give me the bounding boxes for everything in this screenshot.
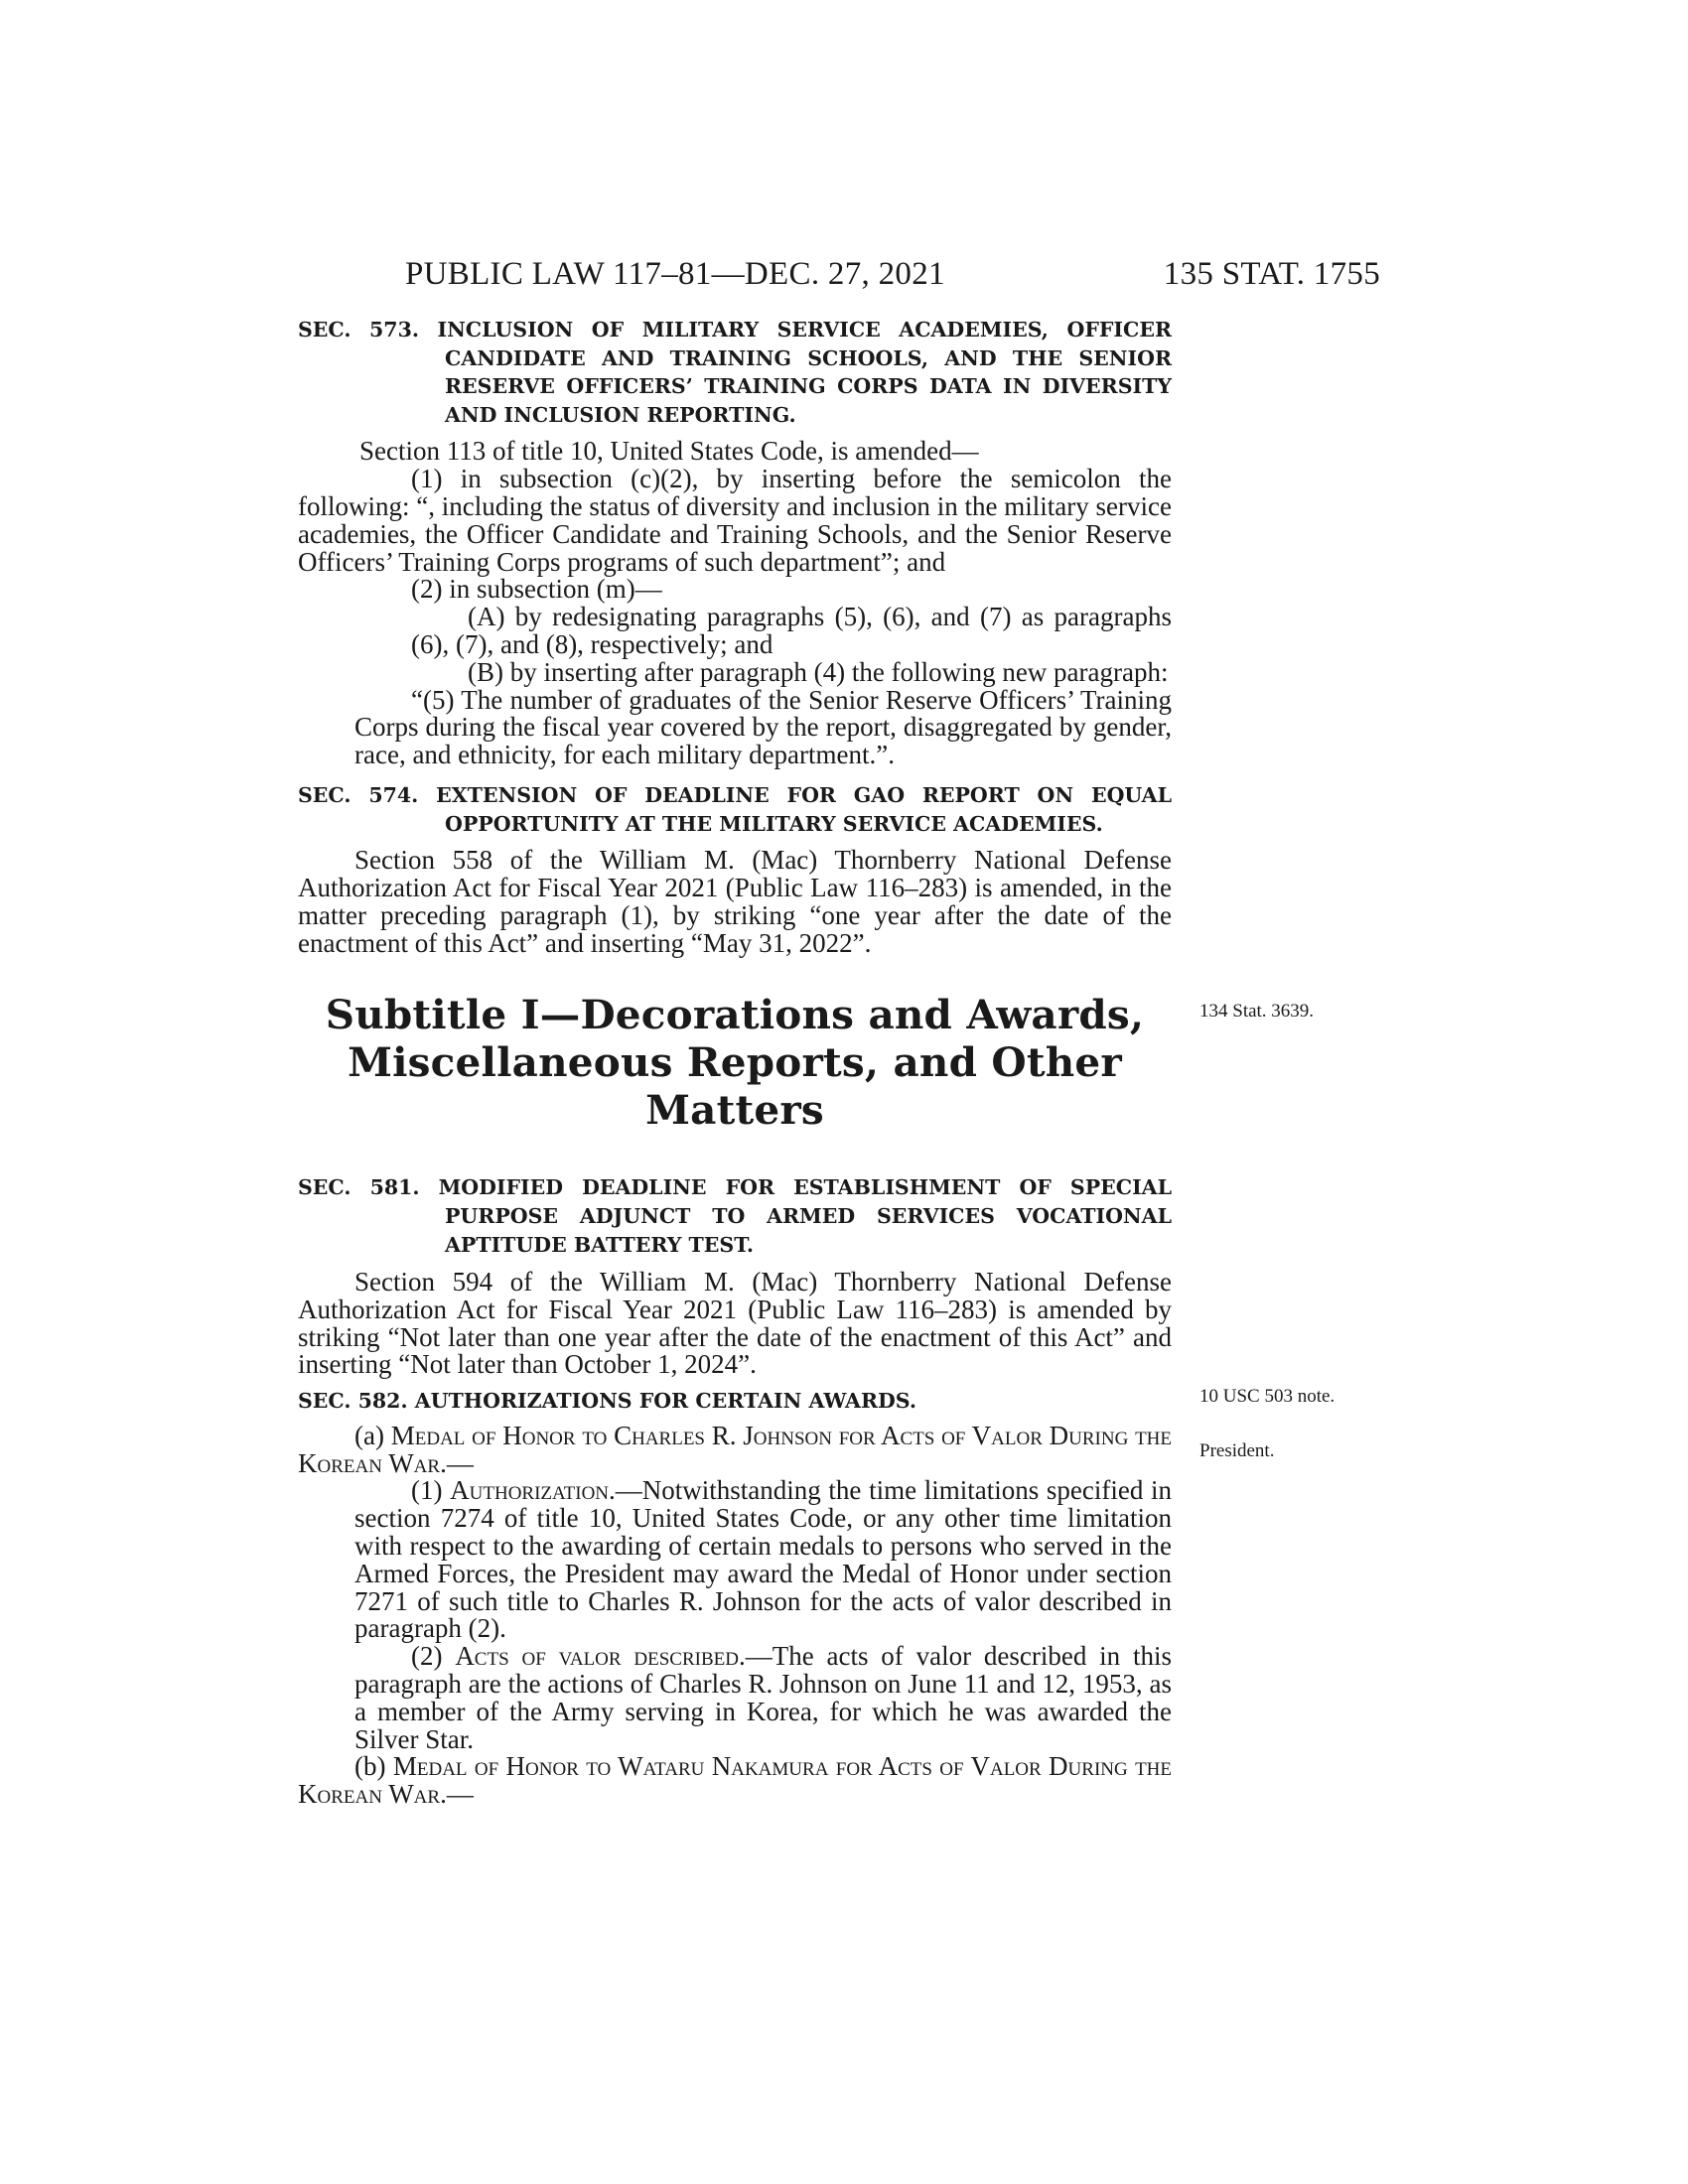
margin-note-president: President. <box>1199 1440 1275 1461</box>
margin-note-134-stat: 134 Stat. 3639. <box>1199 1001 1315 1022</box>
header-title: PUBLIC LAW 117–81—DEC. 27, 2021 <box>405 256 945 292</box>
para-a2-heading: Acts of valor described.— <box>455 1641 773 1672</box>
sec-574-text: Section 558 of the William M. (Mac) Thornberry National Defense Authorization Act for Fiscal Year 2021 (Public Law 116–283) is amended, in the matter preceding paragraph (1), by striking “one year after the date of the enactment of this Act” and inserting “May 31, 2022”. <box>298 845 1172 958</box>
para-a2-number: (2) <box>411 1641 443 1672</box>
sec-582-subsec-b <box>298 1753 1172 1809</box>
margin-note-10-usc: 10 USC 503 note. <box>1199 1386 1336 1407</box>
para-a1-text: Notwithstanding the time limitations specified in section 7274 of title 10, United States Code, or any other time limitation with respect to the awarding of certain medals to persons who served in the Armed Forces, the President may award the Medal of Honor under section 7271 of such title to Charles R. Johnson for the acts of valor described in paragraph (2). <box>354 1475 1173 1644</box>
subsec-a-number: (a) <box>354 1420 384 1450</box>
sec-573-heading: SEC. 573. INCLUSION OF MILITARY SERVICE ACADEMIES, OFFICER CANDIDATE AND TRAINING SCHOOLS, AND THE SENIOR RESERVE OFFICERS’ TRAINING CORPS DATA IN DIVERSITY AND INCLUSION REPORTING. <box>298 318 1172 427</box>
sec-573-para-1: (1) in subsection (c)(2), by inserting before the semicolon the following: “, including the status of diversity and inclusion in the military service academies, the Officer Candidate and Training Schools, and the Senior Reserve Officers’ Training Corps programs of such department”; and <box>298 464 1172 577</box>
para-a2-text: The acts of valor described in this paragraph are the actions of Charles R. Johnson on June 11 and 12, 1953, as a member of the Army serving in Korea, for which he was awarded the Silver Star. <box>354 1641 1173 1754</box>
sec-582-para-a1 <box>298 1477 1172 1643</box>
sec-581-heading: SEC. 581. MODIFIED DEADLINE FOR ESTABLISHMENT OF SPECIAL PURPOSE ADJUNCT TO ARMED SERVICES VOCATIONAL APTITUDE BATTERY TEST. <box>298 1175 1172 1257</box>
sec-573-para-2: (2) in subsection (m)— <box>411 574 662 605</box>
subtitle-line-1: Subtitle I—Decorations and Awards, <box>325 991 1145 1039</box>
sec-573-quoted-para-5: “(5) The number of graduates of the Senior Reserve Officers’ Training Corps during the fiscal year covered by the report, disaggregated by gender, race, and ethnicity, for each military department.”. <box>354 684 1172 770</box>
sec-582-heading: SEC. 582. AUTHORIZATIONS FOR CERTAIN AWARDS. <box>298 1389 916 1414</box>
subtitle-heading <box>298 991 1172 1134</box>
body-column <box>298 316 1172 1809</box>
sec-581-text: Section 594 of the William M. (Mac) Thornberry National Defense Authorization Act for Fiscal Year 2021 (Public Law 116–283) is amended by striking “Not later than one year after the date of the enactment of this Act” and inserting “Not later than October 1, 2024”. <box>298 1267 1172 1380</box>
para-a1-heading: Authorization.— <box>450 1475 642 1506</box>
para-a1-number: (1) <box>411 1475 443 1506</box>
sec-573-intro: Section 113 of title 10, United States Code, is amended— <box>359 436 979 467</box>
sec-582-para-a2 <box>298 1643 1172 1753</box>
subsec-a-heading: Medal of Honor to Charles R. Johnson for Acts of Valor During the Korean War.— <box>298 1420 1173 1478</box>
sec-573-para-2b: (B) by inserting after paragraph (4) the following new paragraph: <box>468 656 1169 687</box>
sec-573-para-2a: (A) by redesignating paragraphs (5), (6), and (7) as paragraphs (6), (7), and (8), respectively; and <box>411 602 1172 659</box>
sec-574-heading: SEC. 574. EXTENSION OF DEADLINE FOR GAO REPORT ON EQUAL OPPORTUNITY AT THE MILITARY SERVICE ACADEMIES. <box>298 782 1172 836</box>
subsec-b-number: (b) <box>354 1751 386 1782</box>
running-header <box>377 254 1380 294</box>
sec-582-subsec-a <box>298 1420 1173 1478</box>
subtitle-line-2: Miscellaneous Reports, and Other Matters <box>348 1038 1122 1135</box>
header-stat-page: 135 STAT. 1755 <box>1163 256 1380 292</box>
subsec-b-heading: Medal of Honor to Wataru Nakamura for Acts of Valor During the Korean War.— <box>298 1751 1173 1810</box>
